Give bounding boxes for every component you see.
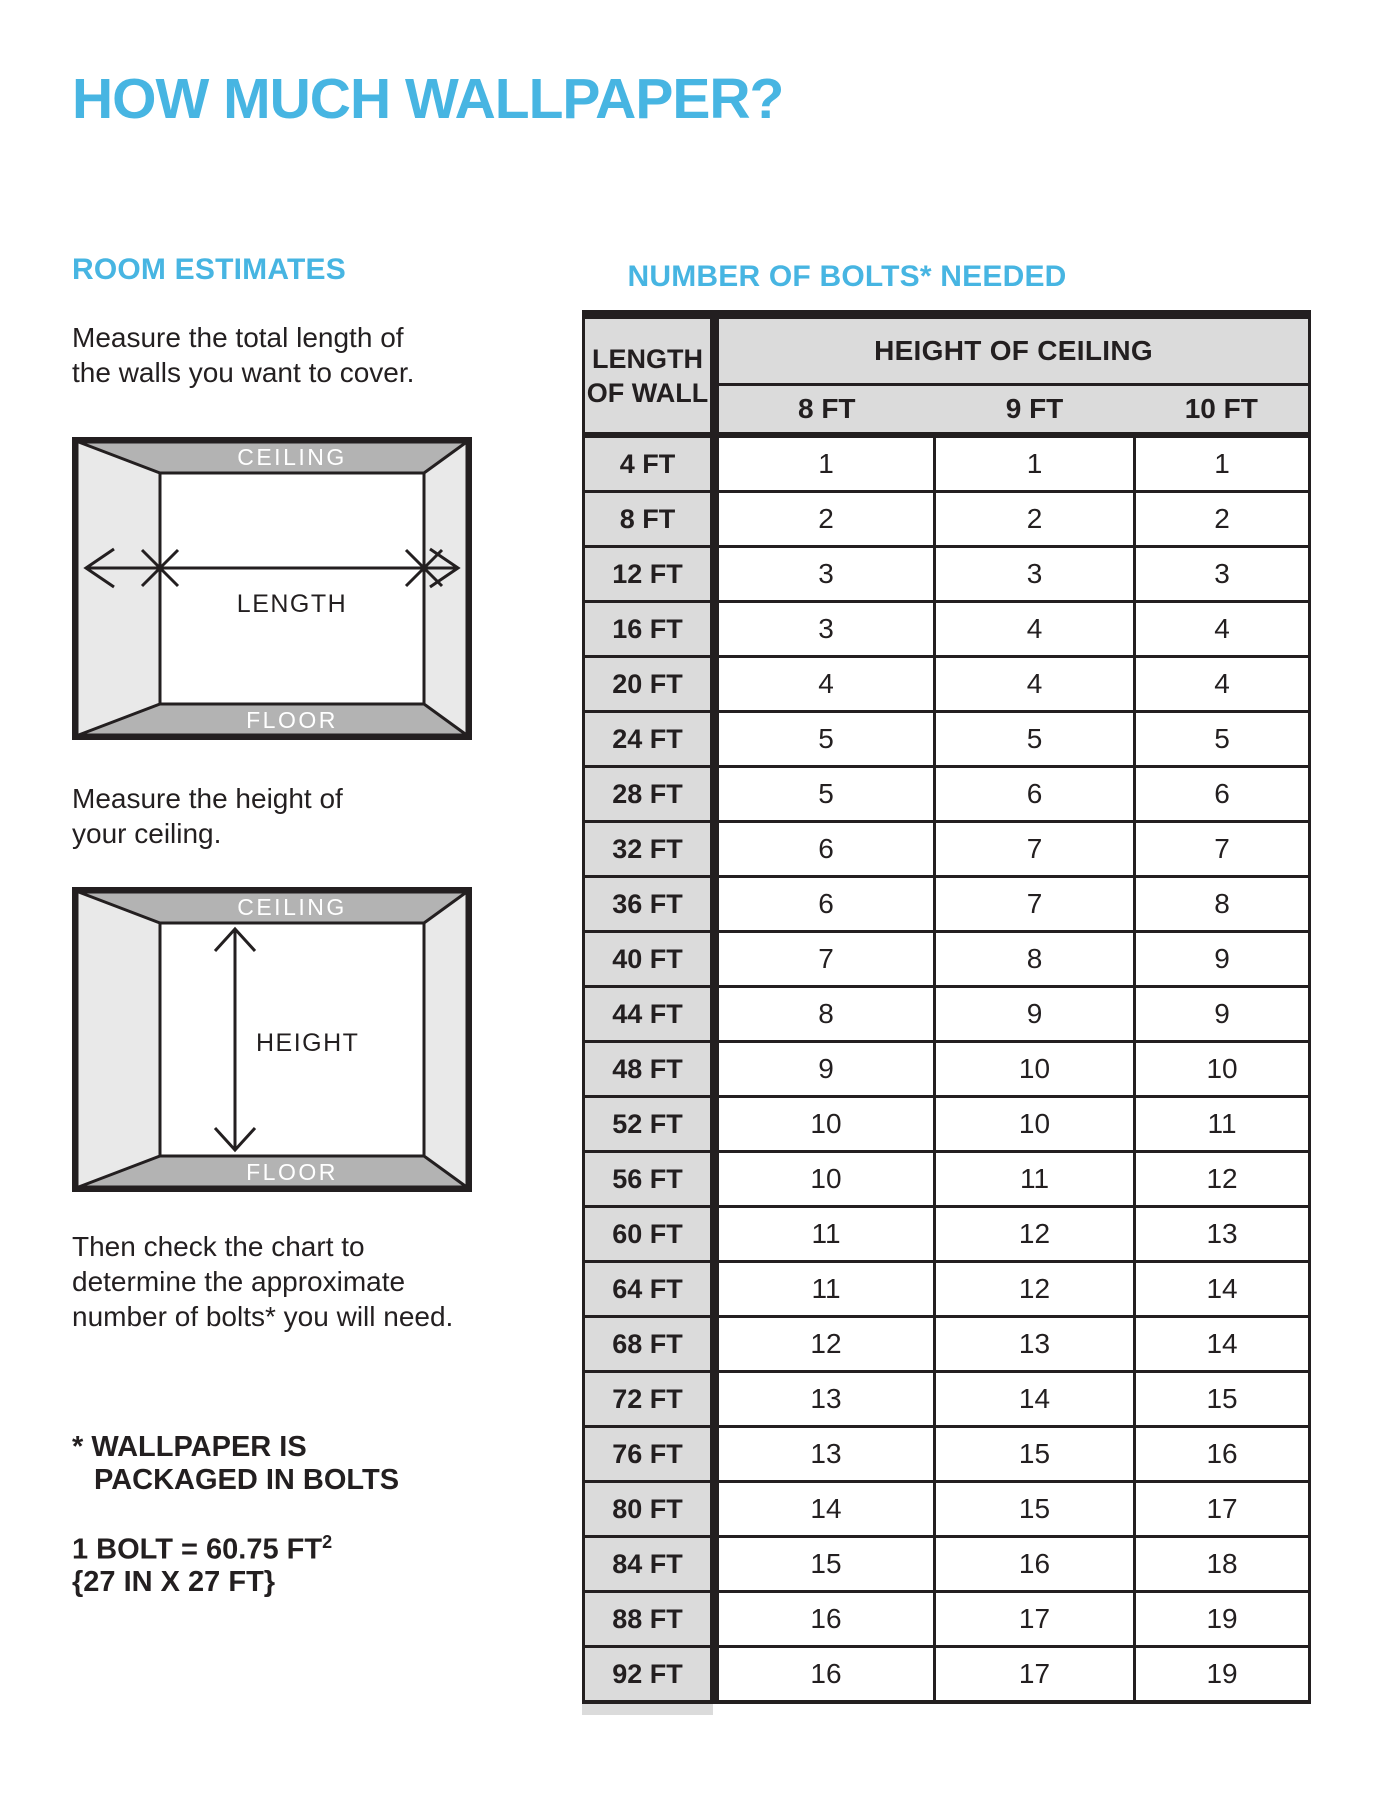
- bolt-count-cell: 17: [935, 1592, 1135, 1647]
- wall-length-cell: 28 FT: [584, 767, 715, 822]
- wall-length-cell: 16 FT: [584, 602, 715, 657]
- bolt-count-cell: 17: [1135, 1482, 1310, 1537]
- bolt-count-cell: 4: [1135, 602, 1310, 657]
- bolt-count-cell: 8: [935, 932, 1135, 987]
- wall-length-cell: 76 FT: [584, 1427, 715, 1482]
- bolt-count-cell: 13: [1135, 1207, 1310, 1262]
- bolt-count-cell: 16: [715, 1647, 935, 1703]
- table-row: [584, 602, 1310, 657]
- bolt-equation-exponent: 2: [322, 1532, 333, 1552]
- bolt-count-cell: 16: [715, 1592, 935, 1647]
- wall-length-cell: 64 FT: [584, 1262, 715, 1317]
- wall-length-cell: 48 FT: [584, 1042, 715, 1097]
- wall-length-cell: 32 FT: [584, 822, 715, 877]
- room-length-diagram: [72, 437, 472, 740]
- bolt-count-cell: 10: [715, 1097, 935, 1152]
- bolt-count-cell: 7: [1135, 822, 1310, 877]
- bolt-count-cell: 14: [935, 1372, 1135, 1427]
- table-row: [584, 1372, 1310, 1427]
- bolt-count-cell: 11: [935, 1152, 1135, 1207]
- bolt-count-cell: 6: [1135, 767, 1310, 822]
- bolt-count-cell: 19: [1135, 1647, 1310, 1703]
- wall-length-cell: 52 FT: [584, 1097, 715, 1152]
- table-row: [584, 547, 1310, 602]
- table-row: [584, 932, 1310, 987]
- table-row: [584, 1647, 1310, 1703]
- table-row: [584, 435, 1310, 492]
- bolt-equation: 1 BOLT = 60.75 $FT^2$: [72, 1532, 333, 1566]
- table-row: [584, 1042, 1310, 1097]
- bolt-count-cell: 5: [715, 767, 935, 822]
- bolt-count-cell: 1: [1135, 435, 1310, 492]
- wall-length-cell: 24 FT: [584, 712, 715, 767]
- table-row: [584, 1207, 1310, 1262]
- bolts-table-heading: NUMBER OF BOLTS* NEEDED: [627, 260, 1067, 293]
- bolt-count-cell: 4: [935, 602, 1135, 657]
- bolt-count-cell: 5: [715, 712, 935, 767]
- table-body: [584, 435, 1310, 1702]
- bolt-count-cell: 4: [715, 657, 935, 712]
- bolt-count-cell: 3: [715, 602, 935, 657]
- bolts-footnote: [72, 1431, 399, 1497]
- bolt-count-cell: 13: [715, 1372, 935, 1427]
- bolt-count-cell: 16: [1135, 1427, 1310, 1482]
- bolt-count-cell: 2: [715, 492, 935, 547]
- length-of-wall-header: LENGTH OF WALL: [584, 315, 715, 436]
- table-row: [584, 1592, 1310, 1647]
- bolt-count-cell: 9: [1135, 987, 1310, 1042]
- bolt-size-info: [72, 1526, 332, 1598]
- footnote-line2: PACKAGED IN BOLTS: [94, 1464, 400, 1496]
- bolt-count-cell: 7: [935, 822, 1135, 877]
- bolt-count-cell: 8: [1135, 877, 1310, 932]
- step3-instruction: Then check the chart to determine the approximate number of bolts* you will need.: [72, 1231, 454, 1332]
- bolt-count-cell: 6: [715, 877, 935, 932]
- bolt-count-cell: 11: [715, 1262, 935, 1317]
- bolt-count-cell: 14: [715, 1482, 935, 1537]
- ceiling-label: CEILING: [237, 894, 347, 920]
- bolt-dimensions: {27 IN X 27 FT}: [72, 1565, 276, 1598]
- table-footer-tab: [582, 1704, 713, 1715]
- wall-length-cell: 20 FT: [584, 657, 715, 712]
- bolt-count-cell: 12: [935, 1262, 1135, 1317]
- wall-length-cell: 44 FT: [584, 987, 715, 1042]
- bolt-count-cell: 12: [935, 1207, 1135, 1262]
- bolt-count-cell: 2: [1135, 492, 1310, 547]
- bolt-count-cell: 3: [1135, 547, 1310, 602]
- table-row: [584, 1152, 1310, 1207]
- page-title: HOW MUCH WALLPAPER?: [72, 67, 784, 131]
- bolts-table-container: [582, 310, 1308, 1715]
- bolt-count-cell: 8: [715, 987, 935, 1042]
- length-label: LENGTH: [236, 590, 348, 618]
- bolt-count-cell: 16: [935, 1537, 1135, 1592]
- table-row: [584, 1262, 1310, 1317]
- bolt-count-cell: 4: [935, 657, 1135, 712]
- table-row: [584, 1427, 1310, 1482]
- back-wall: [160, 473, 424, 704]
- wall-length-cell: 56 FT: [584, 1152, 715, 1207]
- bolt-count-cell: 13: [715, 1427, 935, 1482]
- bolt-count-cell: 11: [715, 1207, 935, 1262]
- ceiling-height-column-header: 10 FT: [1135, 385, 1310, 436]
- bolt-count-cell: 10: [935, 1097, 1135, 1152]
- footnote-line1: * WALLPAPER IS: [72, 1431, 307, 1463]
- table-row: [584, 987, 1310, 1042]
- bolts-table: [582, 310, 1311, 1704]
- bolt-count-cell: 3: [935, 547, 1135, 602]
- table-row: [584, 712, 1310, 767]
- bolt-count-cell: 4: [1135, 657, 1310, 712]
- table-row: [584, 1482, 1310, 1537]
- table-row: [584, 1317, 1310, 1372]
- wall-length-cell: 92 FT: [584, 1647, 715, 1703]
- height-of-ceiling-header: HEIGHT OF CEILING: [715, 315, 1310, 385]
- bolt-count-cell: 7: [935, 877, 1135, 932]
- bolt-count-cell: 14: [1135, 1262, 1310, 1317]
- bolt-count-cell: 5: [1135, 712, 1310, 767]
- room-estimates-heading: ROOM ESTIMATES: [72, 253, 346, 286]
- bolt-count-cell: 7: [715, 932, 935, 987]
- step2-instruction: Measure the height of your ceiling.: [72, 783, 343, 849]
- wall-length-cell: 88 FT: [584, 1592, 715, 1647]
- bolt-count-cell: 10: [1135, 1042, 1310, 1097]
- wall-length-cell: 12 FT: [584, 547, 715, 602]
- wall-length-cell: 80 FT: [584, 1482, 715, 1537]
- table-row: [584, 1537, 1310, 1592]
- table-header-row-1: [584, 315, 1310, 385]
- wall-length-cell: 4 FT: [584, 435, 715, 492]
- bolt-count-cell: 17: [935, 1647, 1135, 1703]
- table-row: [584, 767, 1310, 822]
- bolt-count-cell: 12: [1135, 1152, 1310, 1207]
- bolt-count-cell: 10: [935, 1042, 1135, 1097]
- wall-length-cell: 40 FT: [584, 932, 715, 987]
- height-label: HEIGHT: [256, 1029, 360, 1057]
- bolt-count-cell: 9: [935, 987, 1135, 1042]
- table-row: [584, 877, 1310, 932]
- bolt-count-cell: 19: [1135, 1592, 1310, 1647]
- wall-length-cell: 8 FT: [584, 492, 715, 547]
- table-row: [584, 1097, 1310, 1152]
- bolt-count-cell: 9: [1135, 932, 1310, 987]
- bolt-count-cell: 10: [715, 1152, 935, 1207]
- floor-label: FLOOR: [246, 1159, 338, 1185]
- bolt-count-cell: 12: [715, 1317, 935, 1372]
- bolt-count-cell: 15: [935, 1427, 1135, 1482]
- bolt-count-cell: 2: [935, 492, 1135, 547]
- room-height-diagram: [72, 887, 472, 1192]
- floor-label: FLOOR: [246, 707, 338, 733]
- bolt-count-cell: 5: [935, 712, 1135, 767]
- bolt-count-cell: 6: [715, 822, 935, 877]
- table-row: [584, 822, 1310, 877]
- table-row: [584, 657, 1310, 712]
- wall-length-cell: 36 FT: [584, 877, 715, 932]
- bolt-count-cell: 15: [715, 1537, 935, 1592]
- ceiling-height-column-header: 8 FT: [715, 385, 935, 436]
- step1-instruction: Measure the total length of the walls you want to cover.: [72, 322, 415, 388]
- bolt-count-cell: 11: [1135, 1097, 1310, 1152]
- bolt-count-cell: 18: [1135, 1537, 1310, 1592]
- bolt-count-cell: 15: [935, 1482, 1135, 1537]
- bolt-count-cell: 15: [1135, 1372, 1310, 1427]
- wall-length-cell: 72 FT: [584, 1372, 715, 1427]
- wall-length-cell: 60 FT: [584, 1207, 715, 1262]
- bolt-count-cell: 6: [935, 767, 1135, 822]
- bolt-count-cell: 9: [715, 1042, 935, 1097]
- table-row: [584, 492, 1310, 547]
- wall-length-cell: 68 FT: [584, 1317, 715, 1372]
- bolt-count-cell: 1: [935, 435, 1135, 492]
- bolt-count-cell: 14: [1135, 1317, 1310, 1372]
- bolt-count-cell: 1: [715, 435, 935, 492]
- bolt-count-cell: 3: [715, 547, 935, 602]
- bolt-count-cell: 13: [935, 1317, 1135, 1372]
- ceiling-label: CEILING: [237, 444, 347, 470]
- wall-length-cell: 84 FT: [584, 1537, 715, 1592]
- ceiling-height-column-header: 9 FT: [935, 385, 1135, 436]
